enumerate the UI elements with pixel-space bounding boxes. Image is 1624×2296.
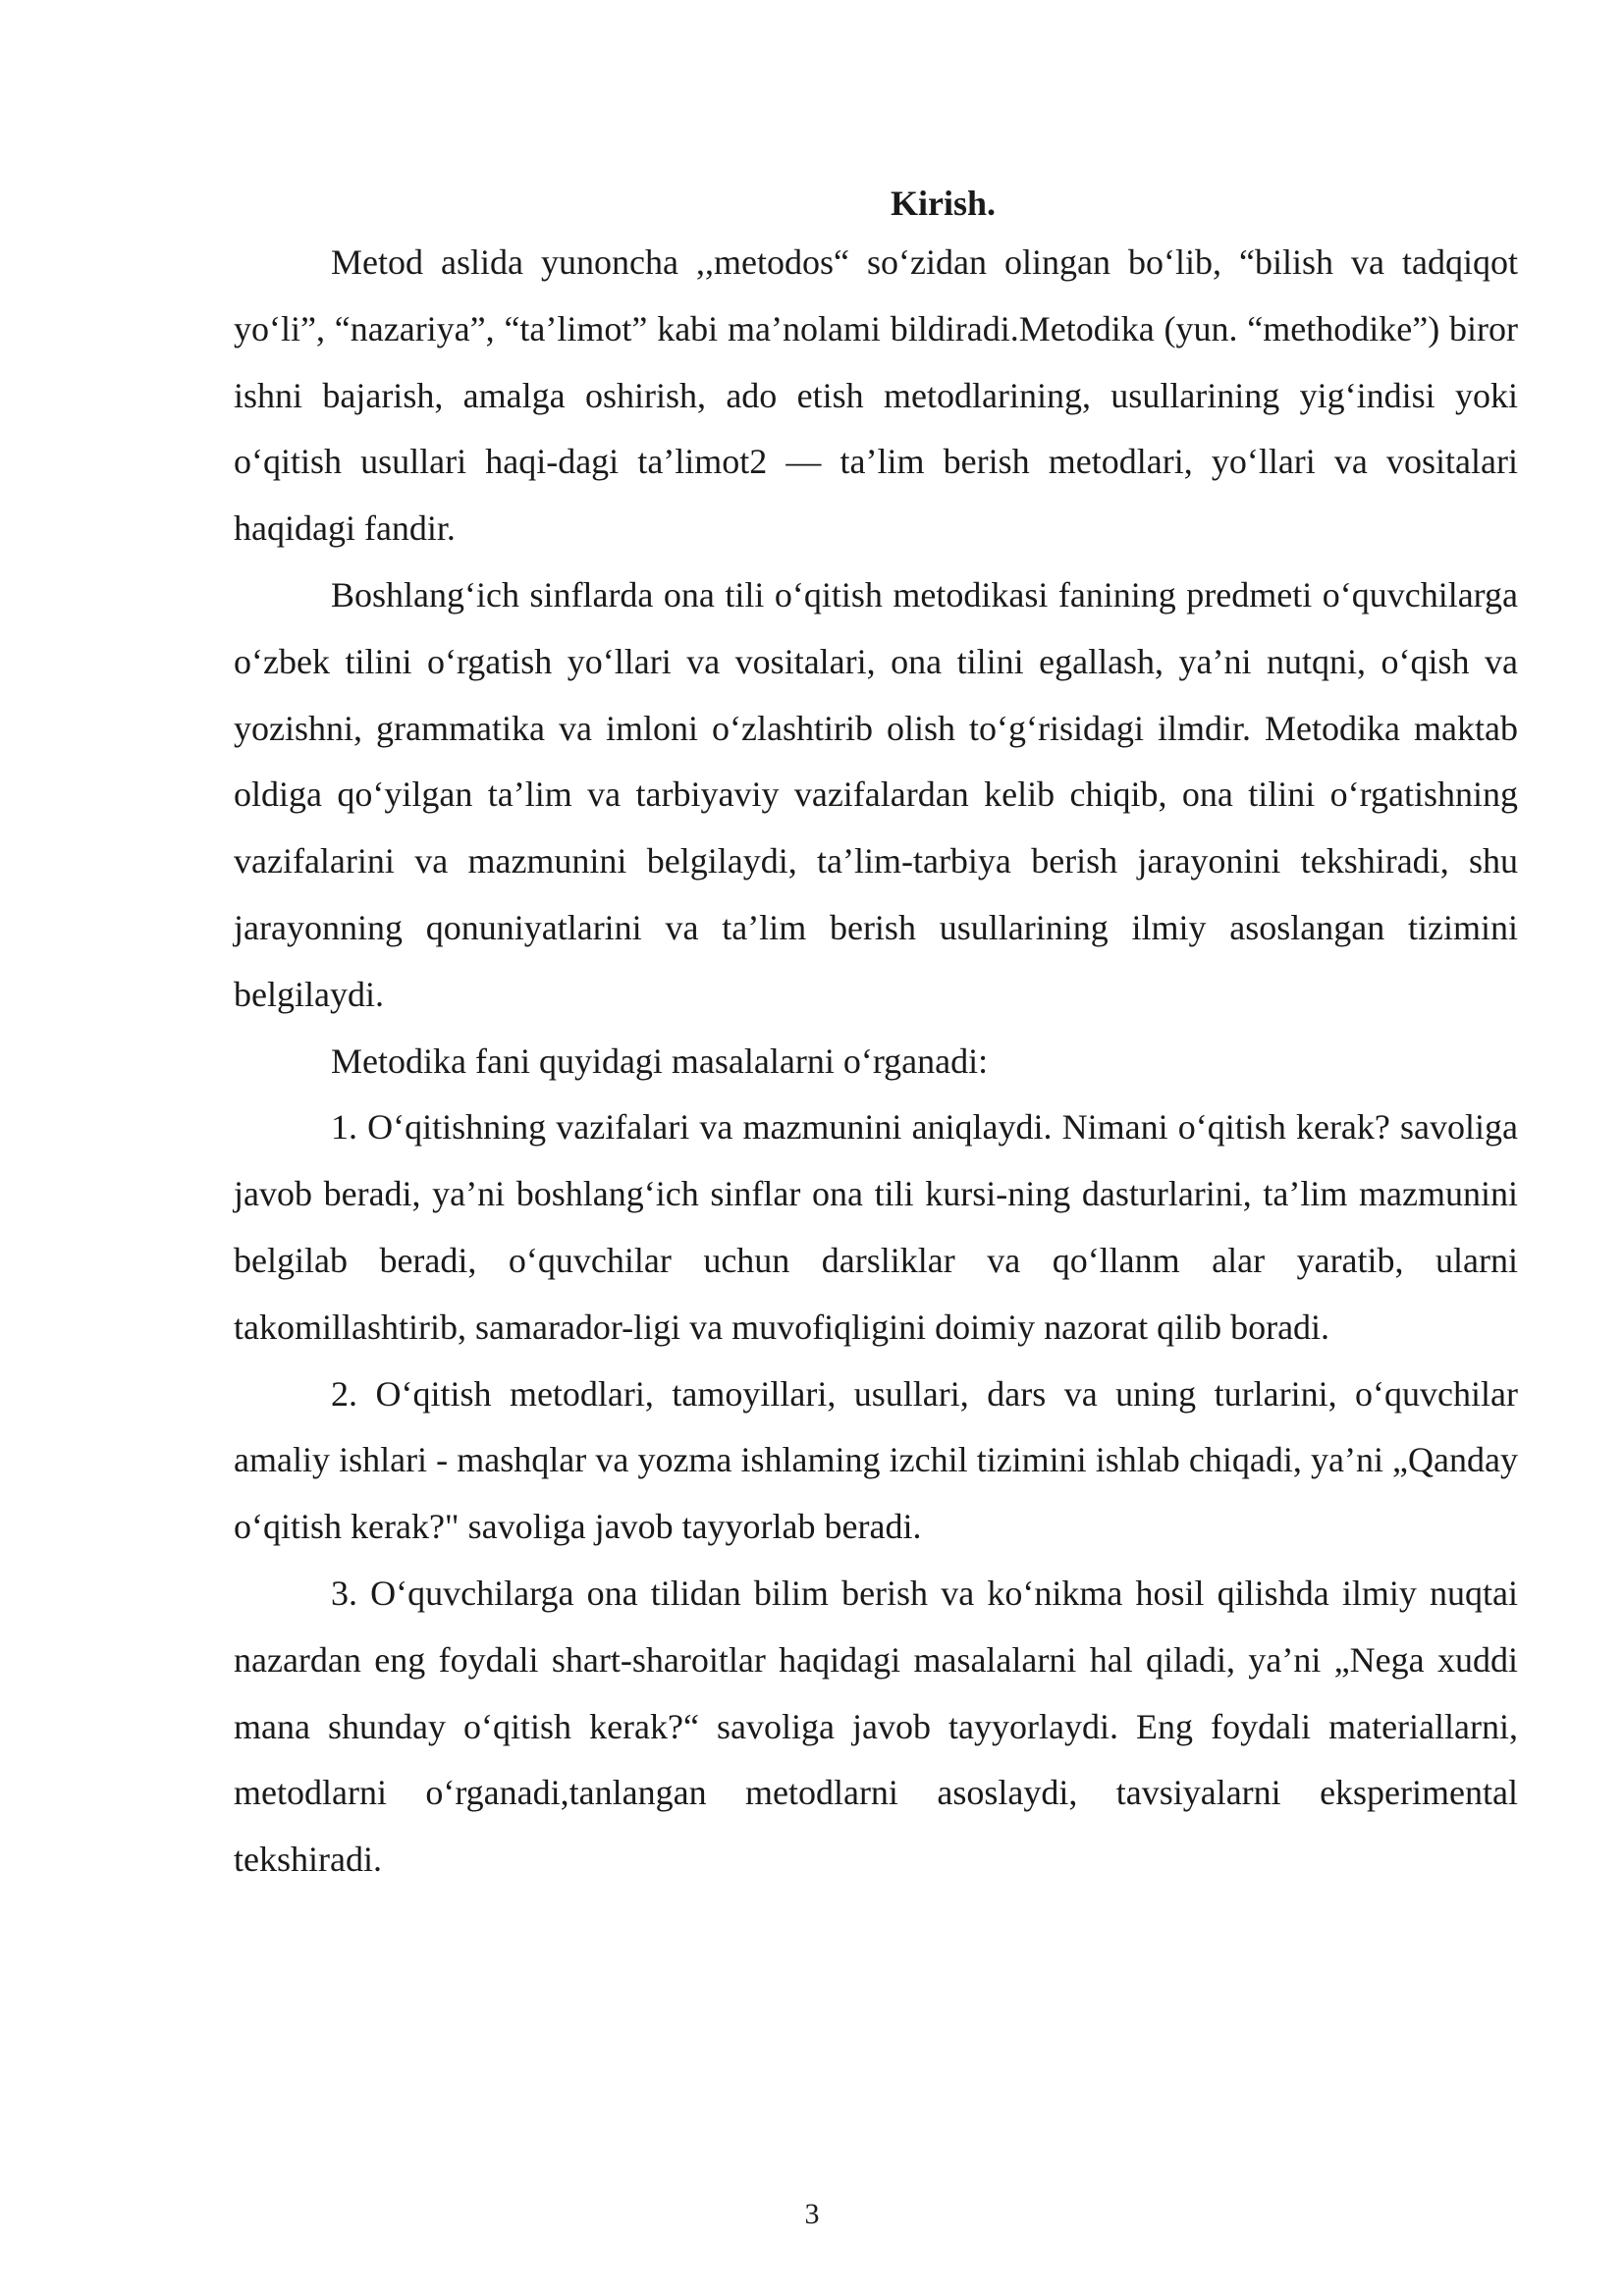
paragraph-intro: Metod aslida yunoncha ,,metodos“ so‘zidan olingan bo‘lib, “bilish va tadqiqot yo‘li”, “nazariya”, “ta’limot” kabi ma’nolami bildiradi.Metodika (yun. “methodike”) biror ishni bajarish, amalga oshirish, ado etish metodlarining, usullarining yig‘indisi yoki o‘qitish usullari haqi-dagi ta’limot2 — ta’lim berish metodlari, yo‘llari va vositalari haqidagi fandir. bbox=[234, 242, 1518, 549]
list-item-1: 1. O‘qitishning vazifalari va mazmunini aniqlaydi. Nimani o‘qitish kerak? savoliga javob beradi, ya’ni boshlang‘ich sinflar ona tili kursi-ning dasturlarini, ta’lim mazmunini belgilab beradi, o‘quvchilar uchun darsliklar va qo‘llanm alar yaratib, ularni takomillashtirib, samarador-ligi va muvofiqligini doimiy nazorat qilib boradi. bbox=[234, 1107, 1518, 1347]
paragraph-subject: Boshlang‘ich sinflarda ona tili o‘qitish metodikasi fanining predmeti o‘quvchilarga o‘zbek tilini o‘rgatish yo‘llari va vositalari, ona tilini egallash, ya’ni nutqni, o‘qish va yozishni, grammatika va imloni o‘zlashtirib olish to‘g‘risidagi ilmdir. Metodika maktab oldiga qo‘yilgan ta’lim va tarbiyaviy vazifalardan kelib chiqib, ona tilini o‘rgatishning vazifalarini va mazmunini belgilaydi, ta’lim-tarbiya berish jarayonini tekshiradi, shu jarayonning qonuniyatlarini va ta’lim berish usullarining ilmiy asoslangan tizimini belgilaydi. bbox=[234, 574, 1518, 1014]
list-item-2: 2. O‘qitish metodlari, tamoyillari, usullari, dars va uning turlarini, o‘quvchilar amaliy ishlari - mashqlar va yozma ishlaming izchil tizimini ishlab chiqadi, ya’ni „Qanday o‘qitish kerak?" savoliga javob tayyorlab beradi. bbox=[234, 1373, 1518, 1547]
page-number: 3 bbox=[804, 2198, 820, 2230]
page-title: Kirish. bbox=[890, 184, 996, 224]
document-body bbox=[234, 230, 1518, 1894]
list-item-3: 3. O‘quvchilarga ona tilidan bilim berish va ko‘nikma hosil qilishda ilmiy nuqtai nazardan eng foydali shart-sharoitlar haqidagi masalalarni hal qiladi, ya’ni „Nega xuddi mana shunday o‘qitish kerak?“ savoliga javob tayyorlaydi. Eng foydali materiallarni, metodlarni o‘rganadi,tanlangan metodlarni asoslaydi, tavsiyalarni eksperimental tekshiradi. bbox=[234, 1573, 1518, 1880]
paragraph-tasks-heading: Metodika fani quyidagi masalalarni o‘rganadi: bbox=[331, 1041, 989, 1081]
